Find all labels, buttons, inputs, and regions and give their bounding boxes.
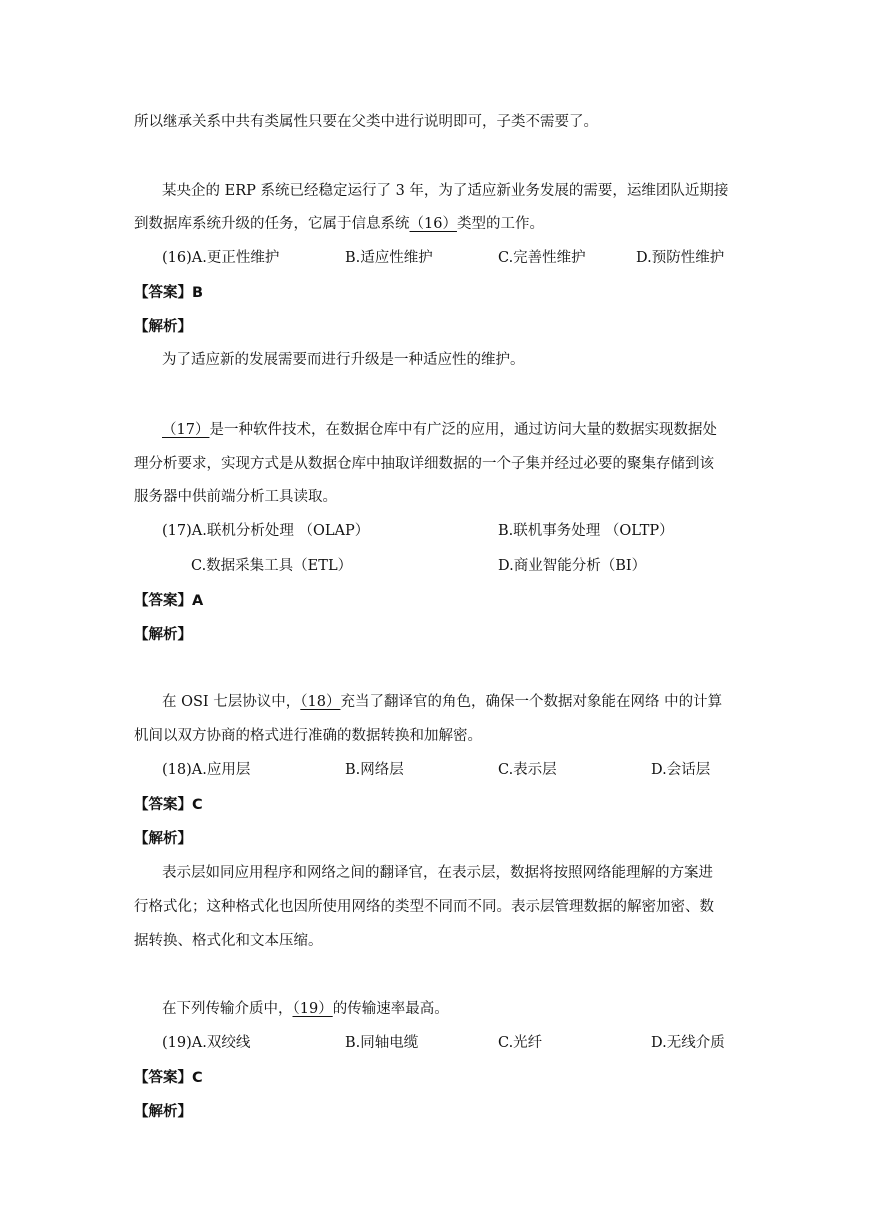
q16-option-a: (16)A.更正性维护 (162, 250, 280, 266)
q19-stem-post: 的传输速率最高。 (332, 1001, 449, 1017)
q16-stem-pre: 到数据库系统升级的任务，它属于信息系统 (134, 216, 410, 232)
q19-analysis-label: 【解析】 (134, 1104, 192, 1120)
q18-stem-post: 充当了翻译官的角色，确保一个数据对象能在网络 中的计算 (340, 694, 723, 710)
q19-answer-value: C (192, 1070, 203, 1086)
q16-blank: （16） (409, 216, 457, 232)
q17-analysis-label: 【解析】 (134, 627, 192, 643)
q16-option-c: C.完善性维护 (498, 250, 586, 266)
q17-option-a: (17)A.联机分析处理 （OLAP） (162, 523, 370, 539)
q17-answer-label: 【答案】 (134, 593, 192, 609)
q17-stem-line2: 理分析要求，实现方式是从数据仓库中抽取详细数据的一个子集并经过必要的聚集存储到该 (134, 456, 714, 472)
q18-answer-value: C (192, 797, 203, 813)
q16-answer-value: B (192, 285, 204, 301)
q19-option-a: (19)A.双绞线 (162, 1035, 251, 1051)
q19-blank: （19） (292, 1001, 333, 1017)
q17-answer (134, 591, 203, 611)
q16-stem-line1: 某央企的 ERP 系统已经稳定运行了 3 年，为了适应新业务发展的需要，运维团队近期接 (162, 183, 729, 199)
q18-option-d: D.会话层 (651, 762, 711, 778)
q18-analysis-line2: 行格式化；这种格式化也因所使用网络的类型不同而不同。表示层管理数据的解密加密、数 (134, 899, 714, 915)
q17-stem-line3: 服务器中供前端分析工具读取。 (134, 489, 337, 505)
q17-answer-value: A (192, 593, 204, 609)
q18-option-b: B.网络层 (345, 762, 404, 778)
q16-answer (134, 283, 203, 303)
q18-answer (134, 795, 203, 815)
q18-blank: （18） (300, 694, 341, 710)
q17-blank: （17） (162, 422, 210, 438)
q18-option-c: C.表示层 (498, 762, 557, 778)
q18-analysis-label: 【解析】 (134, 831, 192, 847)
q19-stem-line1 (162, 999, 449, 1019)
q19-answer (134, 1068, 203, 1088)
q18-stem-line2: 机间以双方协商的格式进行准确的数据转换和加解密。 (134, 728, 482, 744)
intro-tail-text: 所以继承关系中共有类属性只要在父类中进行说明即可，子类不需要了。 (134, 114, 598, 130)
q17-option-d: D.商业智能分析（BI） (498, 558, 647, 574)
q19-option-b: B.同轴电缆 (345, 1035, 419, 1051)
q18-analysis-line1: 表示层如同应用程序和网络之间的翻译官，在表示层，数据将按照网络能理解的方案进 (162, 865, 713, 881)
q17-option-c: C.数据采集工具（ETL） (191, 558, 353, 574)
q19-answer-label: 【答案】 (134, 1070, 192, 1086)
q17-option-b: B.联机事务处理 （OLTP） (498, 523, 674, 539)
q16-stem-post: 类型的工作。 (456, 216, 544, 232)
q18-stem-line1 (162, 692, 722, 712)
q16-stem-line2 (134, 214, 544, 234)
q19-option-d: D.无线介质 (651, 1035, 725, 1051)
q16-option-d: D.预防性维护 (636, 250, 725, 266)
q16-analysis-text: 为了适应新的发展需要而进行升级是一种适应性的维护。 (162, 352, 525, 368)
q19-option-c: C.光纤 (498, 1035, 543, 1051)
q16-answer-label: 【答案】 (134, 285, 192, 301)
q18-stem-pre: 在 OSI 七层协议中， (162, 694, 301, 710)
q19-stem-pre: 在下列传输介质中， (162, 1001, 293, 1017)
q18-analysis-line3: 据转换、格式化和文本压缩。 (134, 933, 323, 949)
q18-answer-label: 【答案】 (134, 797, 192, 813)
q18-option-a: (18)A.应用层 (162, 762, 251, 778)
q17-stem-post: 是一种软件技术，在数据仓库中有广泛的应用，通过访问大量的数据实现数据处 (209, 422, 717, 438)
q17-stem-line1 (162, 420, 717, 440)
q16-option-b: B.适应性维护 (345, 250, 433, 266)
q16-analysis-label: 【解析】 (134, 319, 192, 335)
